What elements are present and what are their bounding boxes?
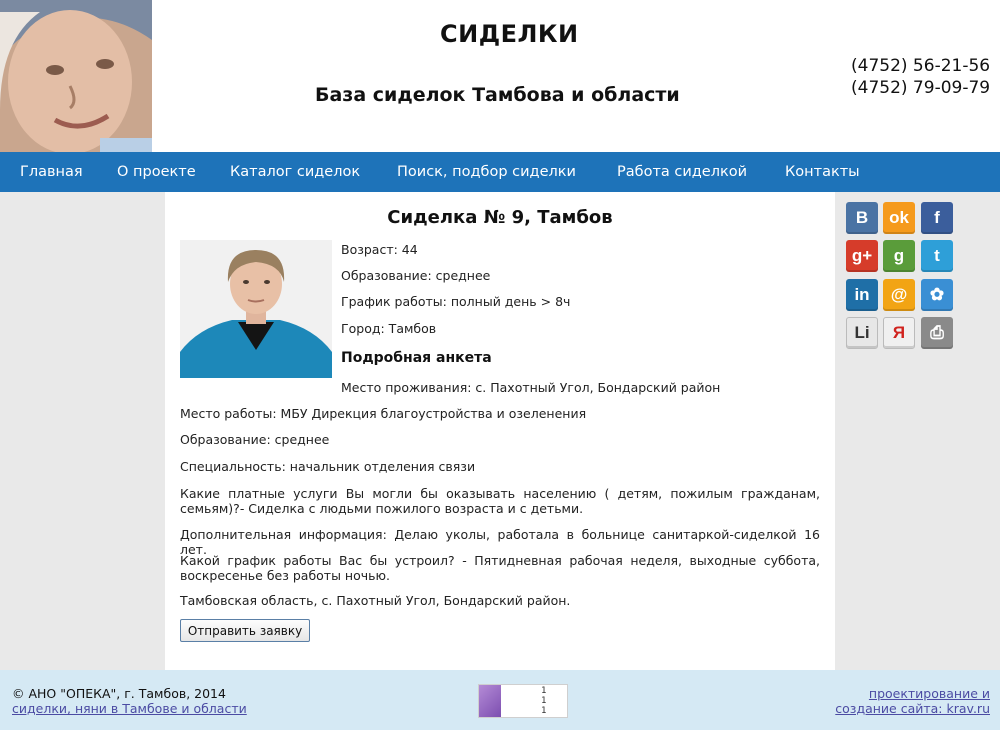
odnoklassniki-share-icon[interactable]: ok (883, 202, 915, 234)
nav-item-catalog[interactable]: Каталог сиделок (230, 164, 361, 180)
google-plus-share-icon[interactable]: g+ (846, 240, 878, 272)
copyright-text: © АНО "ОПЕКА", г. Тамбов, 2014 (12, 686, 226, 701)
nav-item-work[interactable]: Работа сиделкой (617, 164, 748, 180)
site-title: СИДЕЛКИ (440, 20, 579, 48)
field-schedule: График работы: полный день > 8ч (341, 294, 571, 309)
field-education-detail: Образование: среднее (180, 432, 330, 447)
twitter-share-icon[interactable]: t (921, 240, 953, 272)
left-gutter (0, 192, 165, 670)
field-workplace: Место работы: МБУ Дирекция благоустройства и озеленения (180, 406, 587, 421)
submit-request-button[interactable]: Отправить заявку (180, 619, 310, 642)
counter-logo-icon (479, 685, 501, 717)
page-title: Сиделка № 9, Тамбов (387, 207, 613, 228)
visit-counter[interactable] (478, 684, 568, 718)
footer-left (12, 686, 247, 716)
footer-link-dev-1[interactable]: проектирование и (868, 686, 990, 701)
mailru-share-icon[interactable]: @ (883, 279, 915, 311)
print-icon[interactable]: ⎙ (921, 317, 953, 349)
google-share-icon[interactable]: g (883, 240, 915, 272)
field-residence: Место проживания: с. Пахотный Угол, Бондарский район (341, 380, 721, 395)
field-education: Образование: среднее (341, 268, 491, 283)
footer-right (835, 686, 990, 716)
phone-number-1: (4752) 56-21-56 (851, 56, 991, 76)
field-preferred-schedule: Какой график работы Вас бы устроил? - Пятидневная рабочая неделя, выходные суббота, воскресенье без работы ночью. (180, 553, 820, 583)
site-header (0, 0, 1000, 152)
moimir-share-icon[interactable]: ✿ (921, 279, 953, 311)
field-services: Какие платные услуги Вы могли бы оказывать населению ( детям, пожилым гражданам, семьям)?- Сиделка с людьми пожилого возраста и с детьми. (180, 486, 820, 516)
footer-link-caregivers[interactable]: сиделки, няни в Тамбове и области (12, 701, 247, 716)
social-sidebar (835, 192, 1000, 670)
field-city: Город: Тамбов (341, 321, 437, 336)
phone-number-2: (4752) 79-09-79 (851, 78, 991, 98)
yandex-share-icon[interactable]: Я (883, 317, 915, 349)
site-footer (0, 670, 1000, 730)
vk-share-icon[interactable]: B (846, 202, 878, 234)
header-photo (0, 0, 152, 152)
caregiver-photo (180, 240, 332, 378)
linkedin-share-icon[interactable]: in (846, 279, 878, 311)
counter-values: 1 1 1 (541, 686, 547, 716)
nav-item-about[interactable]: О проекте (117, 164, 196, 180)
site-subtitle: База сиделок Тамбова и области (315, 84, 680, 106)
field-address: Тамбовская область, с. Пахотный Угол, Бондарский район. (180, 593, 571, 608)
main-nav (0, 152, 1000, 192)
field-specialty: Специальность: начальник отделения связи (180, 459, 476, 474)
detail-heading: Подробная анкета (341, 350, 492, 366)
nav-item-contacts[interactable]: Контакты (785, 164, 860, 180)
footer-link-dev-2[interactable]: создание сайта: krav.ru (835, 701, 990, 716)
nav-item-search[interactable]: Поиск, подбор сиделки (397, 164, 576, 180)
facebook-share-icon[interactable]: f (921, 202, 953, 234)
field-extra-info: Дополнительная информация: Делаю уколы, работала в больнице санитаркой-сиделкой 16 лет. (180, 527, 820, 557)
phone-block (851, 55, 990, 99)
field-age: Возраст: 44 (341, 242, 418, 257)
profile-content (165, 192, 835, 670)
nav-item-home[interactable]: Главная (20, 164, 83, 180)
liveinternet-share-icon[interactable]: Li (846, 317, 878, 349)
